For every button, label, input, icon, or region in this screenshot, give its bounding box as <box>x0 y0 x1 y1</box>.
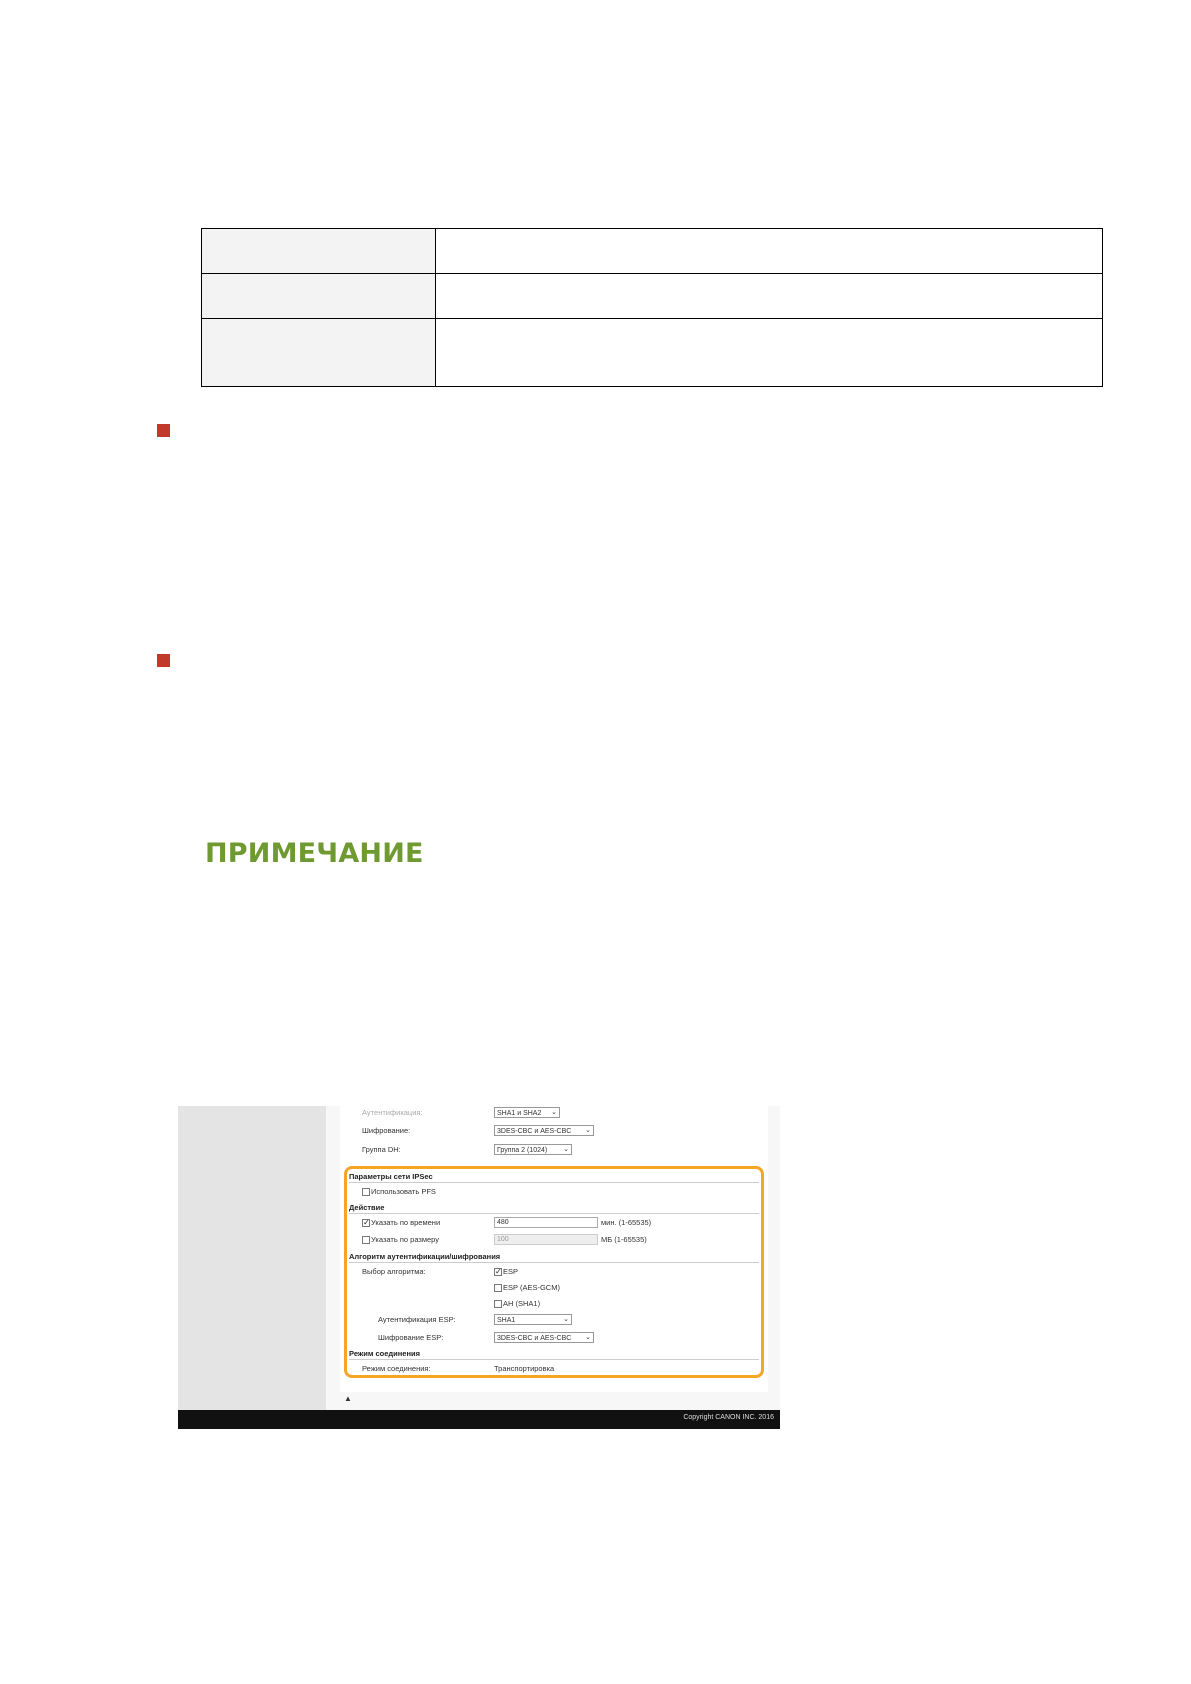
mode-value: Транспортировка <box>494 1364 555 1373</box>
section-bullet-icon <box>157 654 170 667</box>
ipsec-settings-screenshot <box>178 1106 780 1429</box>
by-size-label: Указать по размеру <box>371 1235 440 1244</box>
algo-esp-gcm-checkbox[interactable] <box>494 1284 502 1292</box>
esp-auth-select[interactable]: SHA1 ⌄ <box>494 1314 572 1325</box>
note-heading: ПРИМЕЧАНИЕ <box>205 838 424 869</box>
enc-select[interactable]: 3DES-CBC и AES-CBC ⌄ <box>494 1125 594 1136</box>
algo-esp-checkbox[interactable]: ✓ <box>495 1267 502 1276</box>
pfs-checkbox[interactable] <box>362 1188 370 1196</box>
pfs-label: Использовать PFS <box>371 1187 436 1196</box>
table-cell-value <box>436 274 1103 319</box>
section-algo: Алгоритм аутентификации/шифрования <box>349 1252 501 1261</box>
algo-ah-checkbox[interactable] <box>494 1300 502 1308</box>
chevron-down-icon: ⌄ <box>563 1316 569 1323</box>
section-bullet-icon <box>157 424 170 437</box>
by-time-unit: мин. (1-65535) <box>601 1218 652 1227</box>
auth-select[interactable]: SHA1 и SHA2 ⌄ <box>494 1107 560 1118</box>
auth-label: Аутентификация: <box>362 1108 423 1117</box>
esp-enc-label: Шифрование ESP: <box>378 1333 444 1342</box>
by-size-input[interactable]: 100 <box>494 1234 598 1245</box>
table-cell-label <box>202 274 436 319</box>
footer <box>178 1410 780 1429</box>
divider <box>349 1359 759 1360</box>
section-mode: Режим соединения <box>349 1349 420 1358</box>
divider <box>349 1182 759 1183</box>
table-row <box>202 229 1103 274</box>
dh-group-select[interactable]: Группа 2 (1024) ⌄ <box>494 1144 572 1155</box>
mode-label: Режим соединения: <box>362 1364 431 1373</box>
table-row <box>202 319 1103 387</box>
table-cell-label <box>202 229 436 274</box>
section-ipsec: Параметры сети IPSec <box>349 1172 433 1181</box>
by-size-checkbox[interactable] <box>362 1236 370 1244</box>
table-row <box>202 274 1103 319</box>
table-cell-value <box>436 229 1103 274</box>
chevron-down-icon: ⌄ <box>563 1146 569 1153</box>
by-time-checkbox[interactable]: ✓ <box>363 1218 370 1227</box>
sidebar <box>178 1106 326 1410</box>
algo-esp-label: ESP <box>503 1267 519 1276</box>
by-size-unit: МБ (1-65535) <box>601 1235 647 1244</box>
table-cell-label <box>202 319 436 387</box>
dh-group-label: Группа DH: <box>362 1145 401 1154</box>
divider <box>349 1213 759 1214</box>
table-cell-value <box>436 319 1103 387</box>
section-validity: Действие <box>349 1203 385 1212</box>
esp-enc-select[interactable]: 3DES-CBC и AES-CBC ⌄ <box>494 1332 594 1343</box>
by-time-input[interactable]: 480 <box>494 1217 598 1228</box>
divider <box>349 1262 759 1263</box>
to-top-icon[interactable]: ▲ <box>344 1394 352 1403</box>
copyright-text: Copyright CANON INC. 2016 <box>683 1414 774 1421</box>
settings-table <box>201 228 1103 387</box>
enc-label: Шифрование: <box>362 1126 411 1135</box>
algo-ah-label: AH (SHA1) <box>503 1299 541 1308</box>
esp-auth-label: Аутентификация ESP: <box>378 1315 456 1324</box>
algo-esp-gcm-label: ESP (AES-GCM) <box>503 1283 560 1292</box>
chevron-down-icon: ⌄ <box>585 1127 591 1134</box>
by-time-label: Указать по времени <box>371 1218 441 1227</box>
chevron-down-icon: ⌄ <box>585 1334 591 1341</box>
chevron-down-icon: ⌄ <box>551 1109 557 1116</box>
algo-select-label: Выбор алгоритма: <box>362 1267 426 1276</box>
